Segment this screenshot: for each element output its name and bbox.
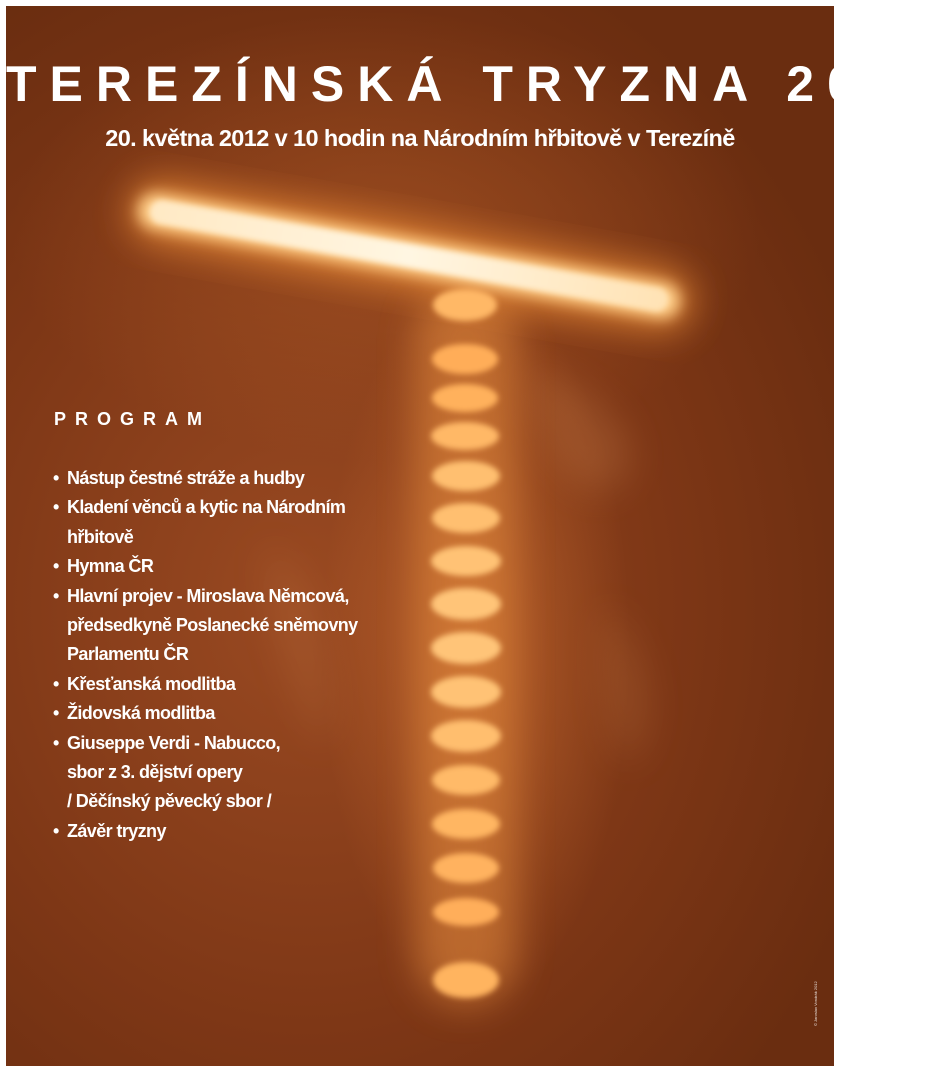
poster — [6, 6, 950, 1066]
program-item-line: Hlavní projev - Miroslava Němcová, — [67, 585, 349, 606]
program-item — [53, 699, 358, 728]
program-item-line: Závěr tryzny — [67, 820, 166, 841]
program-item-line: Kladení věnců a kytic na Národním — [67, 497, 346, 518]
program-item-line: Nástup čestné stráže a hudby — [67, 468, 305, 488]
bullet-icon: • — [53, 556, 59, 577]
program-item — [53, 817, 358, 846]
bullet-icon: • — [53, 497, 59, 518]
poster-subtitle: 20. května 2012 v 10 hodin na Národním hřbitově v Terezíně — [105, 125, 735, 151]
program-item — [53, 582, 358, 670]
program-item-line: Židovská modlitba — [67, 703, 215, 724]
program-item — [53, 729, 358, 817]
program-item-line: Giuseppe Verdi - Nabucco, — [67, 732, 281, 753]
program-item — [53, 464, 358, 493]
program-item-line: Křesťanská modlitba — [67, 673, 236, 694]
program-item-line: Hymna ČR — [67, 556, 154, 577]
bullet-icon: • — [53, 732, 59, 753]
program-item — [53, 493, 358, 552]
program-item-line: sbor z 3. dějství opery — [67, 762, 243, 783]
bullet-icon: • — [53, 820, 59, 841]
poster-title: TEREZÍNSKÁ TRYZNA 2012 — [6, 56, 950, 112]
program-item-line: hřbitově — [67, 526, 134, 547]
program-list — [53, 464, 358, 846]
crossbar — [125, 177, 697, 335]
bullet-icon: • — [53, 585, 59, 606]
photo-credit: © Jaroslav Vondrák 2012 — [813, 981, 818, 1026]
program-item-line: předsedkyně Poslanecké sněmovny — [67, 615, 358, 636]
program-item-line: Parlamentu ČR — [67, 644, 189, 665]
program-item — [53, 670, 358, 699]
program-item-line: / Děčínský pěvecký sbor / — [67, 791, 272, 812]
bullet-icon: • — [53, 673, 59, 694]
program-heading: PROGRAM — [54, 409, 211, 429]
bullet-icon: • — [53, 468, 59, 488]
program-item — [53, 552, 358, 581]
bullet-icon: • — [53, 703, 59, 724]
